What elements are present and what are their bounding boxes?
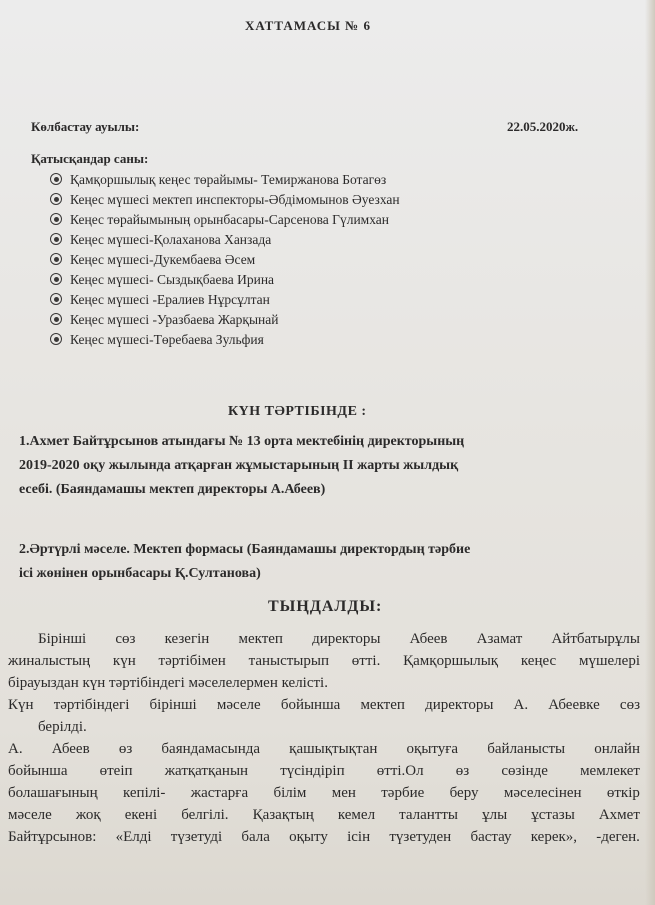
word: тәрбие xyxy=(381,785,425,801)
word: Айтбатырұлы xyxy=(551,631,640,647)
protocol-title: ХАТТАМАСЫ № 6 xyxy=(245,18,371,33)
word: оқыту xyxy=(289,829,328,845)
word: А. xyxy=(513,697,529,713)
radio-bullet-icon xyxy=(50,173,62,185)
word: мектеп xyxy=(238,631,283,647)
list-item xyxy=(50,250,400,270)
word: мектеп xyxy=(360,697,405,713)
word: күн xyxy=(112,653,136,669)
list-item xyxy=(50,330,400,350)
word: жатқатқанын xyxy=(164,763,249,779)
body-line: берілді. xyxy=(38,719,87,735)
word: Байтұрсынов: xyxy=(8,829,97,845)
body-line xyxy=(8,628,640,650)
participant-text: Кеңес мүшесі-Дукембаева Әсем xyxy=(70,252,256,267)
word: жастарға xyxy=(190,785,249,801)
word: оқытуға xyxy=(406,741,459,757)
radio-bullet-icon xyxy=(50,233,62,245)
word: мәселе xyxy=(216,697,261,713)
word: Ахмет xyxy=(598,807,640,823)
body-line xyxy=(8,694,640,716)
participant-text: Кеңес мүшесі-Төребаева Зульфия xyxy=(70,332,264,347)
agenda-item-2 xyxy=(19,538,470,586)
village-label: Көлбастау ауылы: xyxy=(31,119,140,134)
word: Күн xyxy=(8,697,34,713)
word: екені xyxy=(124,807,158,823)
word: беру xyxy=(449,785,479,801)
meeting-date: 22.05.2020ж. xyxy=(507,119,579,134)
word: бойынша xyxy=(280,697,341,713)
word: директоры xyxy=(312,631,381,647)
participant-text: Кеңес мүшесі-Қолаханова Ханзада xyxy=(70,232,272,247)
word: Абеевке xyxy=(548,697,600,713)
word: мәселе xyxy=(8,807,52,823)
page-edge-shadow xyxy=(645,0,655,905)
word: тәртібімен xyxy=(158,653,226,669)
participant-text: Кеңес мүшесі- Сыздықбаева Ирина xyxy=(70,272,275,287)
word: -деген. xyxy=(596,829,640,845)
word: ісін xyxy=(347,829,371,845)
word: сөз xyxy=(115,631,136,647)
body-line: бірауыздан күн тәртібіндегі мәселелермен келісті. xyxy=(8,675,328,691)
word: мемлекет xyxy=(580,763,640,779)
agenda-item-1 xyxy=(19,430,464,502)
list-item xyxy=(50,190,400,210)
word: белгілі. xyxy=(181,807,229,823)
word: А. xyxy=(8,741,23,757)
participant-text: Кеңес мүшесі мектеп инспекторы-Әбдімомынов Әуезхан xyxy=(70,192,400,207)
word: түзетуді xyxy=(170,829,223,845)
agenda-item-1-line: есебі. (Баяндамашы мектеп директоры А.Абеев) xyxy=(19,482,326,497)
word: мүшелері xyxy=(578,653,640,669)
word: «Елді xyxy=(115,829,152,845)
radio-bullet-icon xyxy=(50,313,62,325)
word: бойынша xyxy=(8,763,68,779)
agenda-item-1-line: 2019-2020 оқу жылында атқарған жұмыстарының ІІ жарты жылдық xyxy=(19,458,459,473)
participants-list xyxy=(50,170,400,350)
word: өтті. xyxy=(351,653,381,669)
word: бастау xyxy=(470,829,512,845)
participant-text: Кеңес мүшесі -Ералиев Нұрсұлтан xyxy=(70,292,270,307)
word: кезегін xyxy=(164,631,210,647)
word: таныстырып xyxy=(248,653,329,669)
radio-bullet-icon xyxy=(50,213,62,225)
word: ұлы xyxy=(482,807,508,823)
word: өз xyxy=(118,741,133,757)
word: қашықтықтан xyxy=(289,741,378,757)
word: сөз xyxy=(619,697,640,713)
list-item xyxy=(50,270,400,290)
word: мен xyxy=(331,785,356,801)
list-item xyxy=(50,210,400,230)
word: онлайн xyxy=(594,741,640,757)
word: баяндамасында xyxy=(161,741,261,757)
body-line xyxy=(8,760,640,782)
participant-text: Кеңес төрайымының орынбасары-Сарсенова Гүлимхан xyxy=(70,212,389,227)
word: директоры xyxy=(425,697,494,713)
word: керек», xyxy=(530,829,578,845)
word: өз xyxy=(455,763,470,779)
word: ұстазы xyxy=(531,807,575,823)
word: жиналыстың xyxy=(8,653,91,669)
body-line xyxy=(8,804,640,826)
list-item xyxy=(50,310,400,330)
word: өткір xyxy=(606,785,640,801)
radio-bullet-icon xyxy=(50,333,62,345)
agenda-heading: КҮН ТӘРТІБІНДЕ : xyxy=(228,404,367,419)
word: өтті.Ол xyxy=(376,763,424,779)
word: байланысты xyxy=(487,741,566,757)
agenda-item-2-line: ісі жөнінен орынбасары Қ.Султанова) xyxy=(19,566,261,581)
participant-text: Қамқоршылық кеңес төрайымы- Темиржанова Ботагөз xyxy=(70,172,387,187)
word: Абеев xyxy=(409,631,448,647)
radio-bullet-icon xyxy=(50,273,62,285)
radio-bullet-icon xyxy=(50,253,62,265)
participant-text: Кеңес мүшесі -Уразбаева Жарқынай xyxy=(70,312,279,327)
word: бала xyxy=(241,829,270,845)
agenda-item-1-line: 1.Ахмет Байтұрсынов атындағы № 13 орта мектебінің директорының xyxy=(19,434,465,449)
participants-label: Қатысқандар саны: xyxy=(31,151,149,166)
word: кеңес xyxy=(520,653,557,669)
word: Абеев xyxy=(51,741,90,757)
body-line xyxy=(8,826,640,848)
word: өтеіп xyxy=(99,763,133,779)
body-line xyxy=(8,782,640,804)
word: сөзінде xyxy=(501,763,548,779)
agenda-item-2-line: 2.Әртүрлі мәселе. Мектеп формасы (Баяндамашы директордың тәрбие xyxy=(19,542,471,557)
radio-bullet-icon xyxy=(50,193,62,205)
minutes-body xyxy=(8,628,640,848)
word: кепілі- xyxy=(122,785,166,801)
word: кемел xyxy=(337,807,376,823)
word: Азамат xyxy=(476,631,523,647)
word: Қазақтың xyxy=(252,807,314,823)
list-item xyxy=(50,170,400,190)
word: болашағының xyxy=(8,785,98,801)
word: білім xyxy=(273,785,307,801)
word: тәртібіндегі xyxy=(53,697,130,713)
body-line xyxy=(8,650,640,672)
word: түзетуден xyxy=(389,829,452,845)
body-line xyxy=(8,738,640,760)
word: мәселесінен xyxy=(503,785,582,801)
heard-heading: ТЫҢДАЛДЫ: xyxy=(268,598,383,615)
word: түсіндіріп xyxy=(280,763,345,779)
list-item xyxy=(50,290,400,310)
word: жоқ xyxy=(75,807,101,823)
word: талантты xyxy=(399,807,459,823)
radio-bullet-icon xyxy=(50,293,62,305)
word: бірінші xyxy=(149,697,197,713)
word: Бірінші xyxy=(38,631,87,647)
word: Қамқоршылық xyxy=(403,653,499,669)
list-item xyxy=(50,230,400,250)
